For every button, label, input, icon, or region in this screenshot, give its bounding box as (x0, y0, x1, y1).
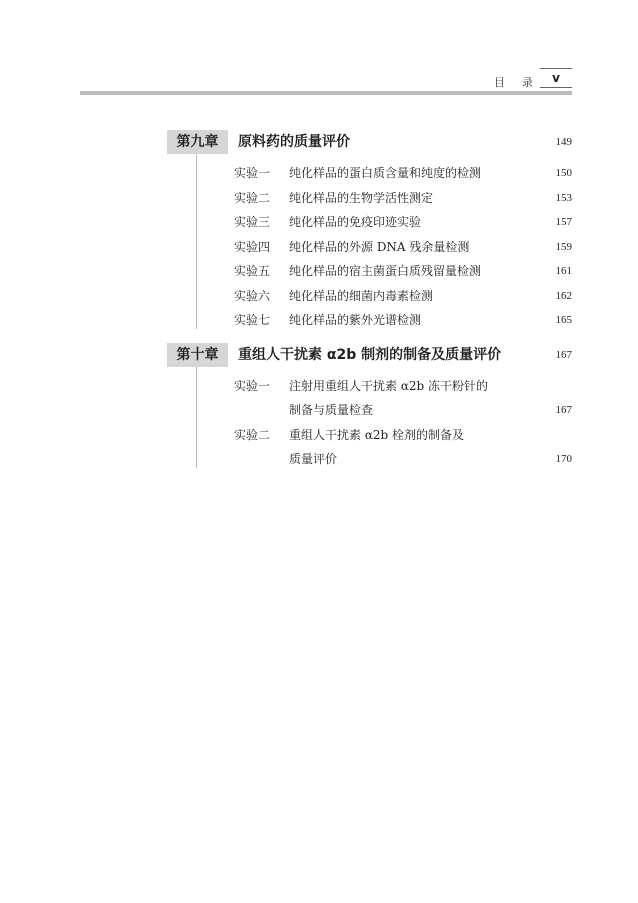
chapter-title: 重组人干扰素 α2b 制剂的制备及质量评价 (238, 347, 502, 363)
experiment-label: 实验七 (234, 313, 271, 327)
experiment-title: 注射用重组人干扰素 α2b 冻干粉针的 (289, 379, 489, 393)
experiment-title: 纯化样品的蛋白质含量和纯度的检测 (289, 166, 482, 180)
experiment-page-number: 153 (555, 191, 572, 204)
experiment-title: 纯化样品的免疫印迹实验 (289, 215, 422, 229)
chapter-title: 原料药的质量评价 (238, 134, 350, 150)
experiment-title: 纯化样品的紫外光谱检测 (289, 313, 422, 327)
page-header (0, 0, 638, 100)
experiment-label: 实验六 (234, 288, 271, 303)
experiment-page-number: 150 (555, 167, 572, 179)
experiment-title: 纯化样品的外源 DNA 残余量检测 (289, 239, 470, 254)
experiment-label: 实验二 (234, 190, 271, 205)
chapter-label: 第九章 (167, 130, 228, 154)
experiment-title: 纯化样品的宿主菌蛋白质残留量检测 (289, 264, 482, 278)
experiment-title: 纯化样品的细菌内毒素检测 (289, 288, 434, 303)
experiment-page-number: 167 (555, 404, 572, 416)
experiment-title: 质量评价 (289, 451, 338, 466)
header-page-number: v (540, 68, 572, 88)
experiment-label: 实验一 (234, 166, 271, 180)
experiment-title: 重组人干扰素 α2b 栓剂的制备及 (289, 427, 465, 442)
experiment-label: 实验三 (234, 215, 271, 229)
experiment-page-number: 159 (555, 240, 572, 253)
experiment-page-number: 157 (555, 216, 572, 228)
experiment-title: 纯化样品的生物学活性测定 (289, 190, 434, 205)
experiment-page-number: 162 (555, 289, 572, 302)
experiment-page-number: 161 (555, 265, 572, 277)
experiment-label: 实验四 (234, 239, 271, 254)
chapter-vertical-rule (196, 367, 197, 468)
experiment-label: 实验二 (234, 427, 271, 442)
chapter-page-number: 149 (555, 136, 572, 148)
experiment-page-number: 165 (555, 314, 572, 326)
experiment-title: 制备与质量检查 (289, 403, 374, 417)
experiment-label: 实验一 (234, 379, 271, 393)
experiment-page-number: 170 (555, 452, 572, 465)
chapter-page-number: 167 (555, 349, 572, 361)
chapter-vertical-rule (196, 154, 197, 329)
experiment-label: 实验五 (234, 264, 271, 278)
header-title-char-2: 录 (522, 76, 533, 89)
header-title-char-1: 目 (494, 76, 505, 89)
header-rule (80, 91, 572, 95)
chapter-label: 第十章 (167, 343, 228, 367)
